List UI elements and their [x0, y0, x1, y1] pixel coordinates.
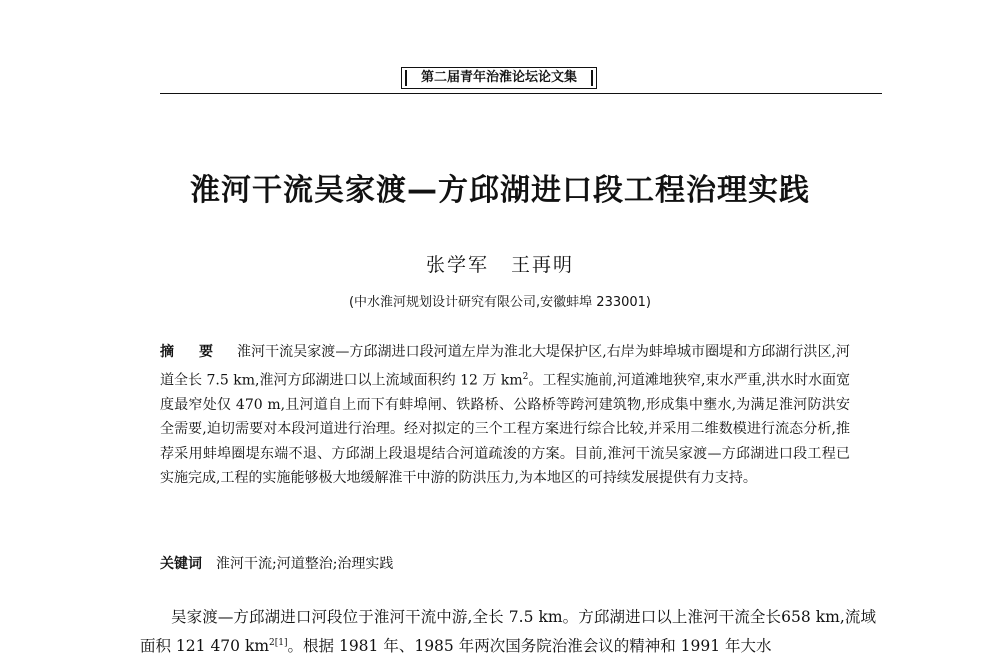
abstract-text: 淮河干流吴家渡—方邱湖进口段河道左岸为淮北大堤保护区,右岸为蚌埠城市圈堤和方邱湖行洪区,河道全长 7.5 km,淮河方邱湖进口以上流域面积约 12 万 km — [160, 344, 850, 389]
author-list — [0, 250, 1000, 277]
journal-header-box: 第二届青年治淮论坛论文集 — [401, 67, 597, 89]
body-line: 。根据 1981 年、1985 年两次国务院治淮会议的精神和 1991 年大水 — [287, 637, 772, 656]
affiliation: (中水淮河规划设计研究有限公司,安徽蚌埠 233001) — [348, 295, 652, 310]
keywords-label: 关键词 — [160, 556, 202, 572]
abstract-label: 摘 要 — [160, 344, 224, 360]
superscript: 2 — [522, 371, 529, 382]
abstract — [160, 340, 850, 491]
author-name: 张学军 — [425, 254, 489, 276]
keywords-text: 淮河干流;河道整治;治理实践 — [216, 556, 394, 572]
body-paragraph — [140, 604, 876, 659]
citation-ref: [1] — [274, 638, 288, 648]
body-line: 吴家渡—方邱湖进口河段位于淮河干流中游,全长 7.5 km。方邱湖进口以上淮河干流全长 — [171, 608, 782, 626]
author-name: 王再明 — [511, 254, 575, 276]
abstract-text-continued: 。工程实施前,河道滩地狭窄,束水严重,洪水时水面宽度最窄处仅 470 m,且河道自上而下有蚌埠闸、铁路桥、公路桥等跨河建筑物,形成集中壅水,为满足淮河防洪安全需要,迫切需要对本段河道进行治理。经对拟定的三个工程方案进行综合比较,并采用二维数模进行流态分析,推荐采用蚌埠圈堤东端不退、方邱湖上段退堤结合河道疏浚的方案。目前,淮河干流吴家渡—方邱湖进口段工程已实施完成,工程的实施能够极大地缓解淮干中游的防洪压力,为本地区的可持续发展提供有力支持。 — [160, 372, 851, 487]
paper-title: 淮河干流吴家渡—方邱湖进口段工程治理实践 — [190, 173, 810, 208]
header-rule — [160, 93, 882, 94]
superscript: 2 — [269, 638, 275, 648]
keywords — [160, 553, 850, 575]
body-line: 658 km,流域面积 121 470 km — [140, 608, 877, 656]
